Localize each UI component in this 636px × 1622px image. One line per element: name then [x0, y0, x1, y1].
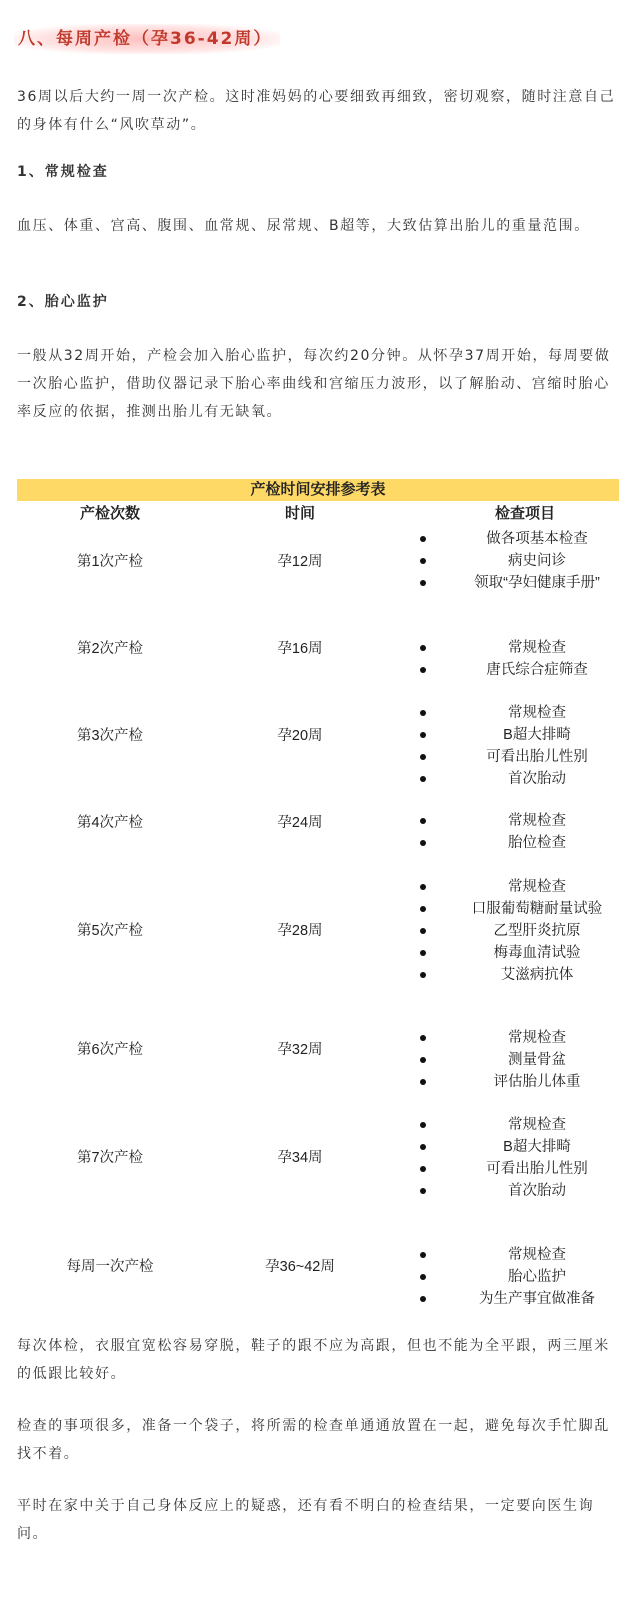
- time-cell: 孕28周: [277, 923, 323, 939]
- time-cell: 孕32周: [277, 1042, 323, 1058]
- list-item: 胎心监护: [420, 1266, 630, 1288]
- list-item: 梅毒血清试验: [420, 942, 630, 964]
- time-cell: 孕12周: [277, 554, 323, 570]
- visit-cell: 第5次产检: [76, 923, 144, 939]
- tip-paragraph-clothing: 每次体检，衣服宜宽松容易穿脱，鞋子的跟不应为高跟，但也不能为全平跟，两三厘米的低跟比较好。: [17, 1338, 610, 1382]
- list-item: 常规检查: [420, 810, 630, 832]
- list-item: 常规检查: [420, 876, 630, 898]
- tip-paragraph-ask-doctor: 平时在家中关于自己身体反应上的疑惑，还有看不明白的检查结果，一定要向医生询问。: [17, 1498, 595, 1542]
- list-item: 领取“孕妇健康手册”: [420, 572, 630, 594]
- visit-cell: 第1次产检: [76, 554, 144, 570]
- column-header-visit: 产检次数: [79, 505, 140, 522]
- items-list: [420, 1244, 630, 1310]
- list-item: B超大排畸: [420, 724, 630, 746]
- list-item: 做各项基本检查: [420, 528, 630, 550]
- list-item: 乙型肝炎抗原: [420, 920, 630, 942]
- items-list: [420, 876, 630, 986]
- time-cell: 孕16周: [277, 641, 323, 657]
- items-list: [420, 810, 630, 854]
- items-list: [420, 637, 630, 681]
- heading-fetal-monitoring: 2、胎心监护: [17, 294, 109, 310]
- list-item: 评估胎儿体重: [420, 1071, 630, 1093]
- section-title: 八、每周产检（孕36-42周）: [14, 24, 280, 54]
- list-item: 常规检查: [420, 702, 630, 724]
- visit-cell: 第6次产检: [76, 1042, 144, 1058]
- items-list: [420, 702, 630, 790]
- items-list: [420, 528, 630, 594]
- heading-routine-check: 1、常规检查: [17, 164, 109, 180]
- list-item: 可看出胎儿性别: [420, 746, 630, 768]
- time-cell: 孕34周: [277, 1150, 323, 1166]
- list-item: 常规检查: [420, 1027, 630, 1049]
- list-item: 常规检查: [420, 1244, 630, 1266]
- visit-cell: 每周一次产检: [66, 1259, 154, 1275]
- paragraph-routine-check: 血压、体重、宫高、腹围、血常规、尿常规、B超等，大致估算出胎儿的重量范围。: [17, 218, 590, 234]
- tip-paragraph-bag: 检查的事项很多，准备一个袋子，将所需的检查单通通放置在一起，避免每次手忙脚乱找不着。: [17, 1418, 610, 1462]
- list-item: B超大排畸: [420, 1136, 630, 1158]
- column-header-items: 检查项目: [494, 505, 555, 522]
- list-item: 病史问诊: [420, 550, 630, 572]
- list-item: 口服葡萄糖耐量试验: [420, 898, 630, 920]
- time-cell: 孕20周: [277, 728, 323, 744]
- list-item: 首次胎动: [420, 768, 630, 790]
- list-item: 测量骨盆: [420, 1049, 630, 1071]
- list-item: 首次胎动: [420, 1180, 630, 1202]
- time-cell: 孕24周: [277, 815, 323, 831]
- list-item: 胎位检查: [420, 832, 630, 854]
- intro-paragraph: 36周以后大约一周一次产检。这时准妈妈的心要细致再细致，密切观察，随时注意自己的身体有什么“风吹草动”。: [17, 89, 616, 133]
- visit-cell: 第3次产检: [76, 728, 144, 744]
- list-item: 为生产事宜做准备: [420, 1288, 630, 1310]
- paragraph-fetal-monitoring: 一般从32周开始，产检会加入胎心监护，每次约20分钟。从怀孕37周开始，每周要做一次胎心监护，借助仪器记录下胎心率曲线和宫缩压力波形，以了解胎动、宫缩时胎心率反应的依据，推测出胎儿有无缺氧。: [17, 348, 611, 420]
- visit-cell: 第7次产检: [76, 1150, 144, 1166]
- list-item: 可看出胎儿性别: [420, 1158, 630, 1180]
- list-item: 艾滋病抗体: [420, 964, 630, 986]
- time-cell: 孕36~42周: [265, 1259, 335, 1275]
- items-list: [420, 1027, 630, 1093]
- visit-cell: 第2次产检: [76, 641, 144, 657]
- list-item: 常规检查: [420, 1114, 630, 1136]
- column-header-time: 时间: [284, 505, 315, 522]
- table-title: 产检时间安排参考表: [17, 479, 619, 501]
- list-item: 常规检查: [420, 637, 630, 659]
- visit-cell: 第4次产检: [76, 815, 144, 831]
- list-item: 唐氏综合症筛查: [420, 659, 630, 681]
- items-list: [420, 1114, 630, 1202]
